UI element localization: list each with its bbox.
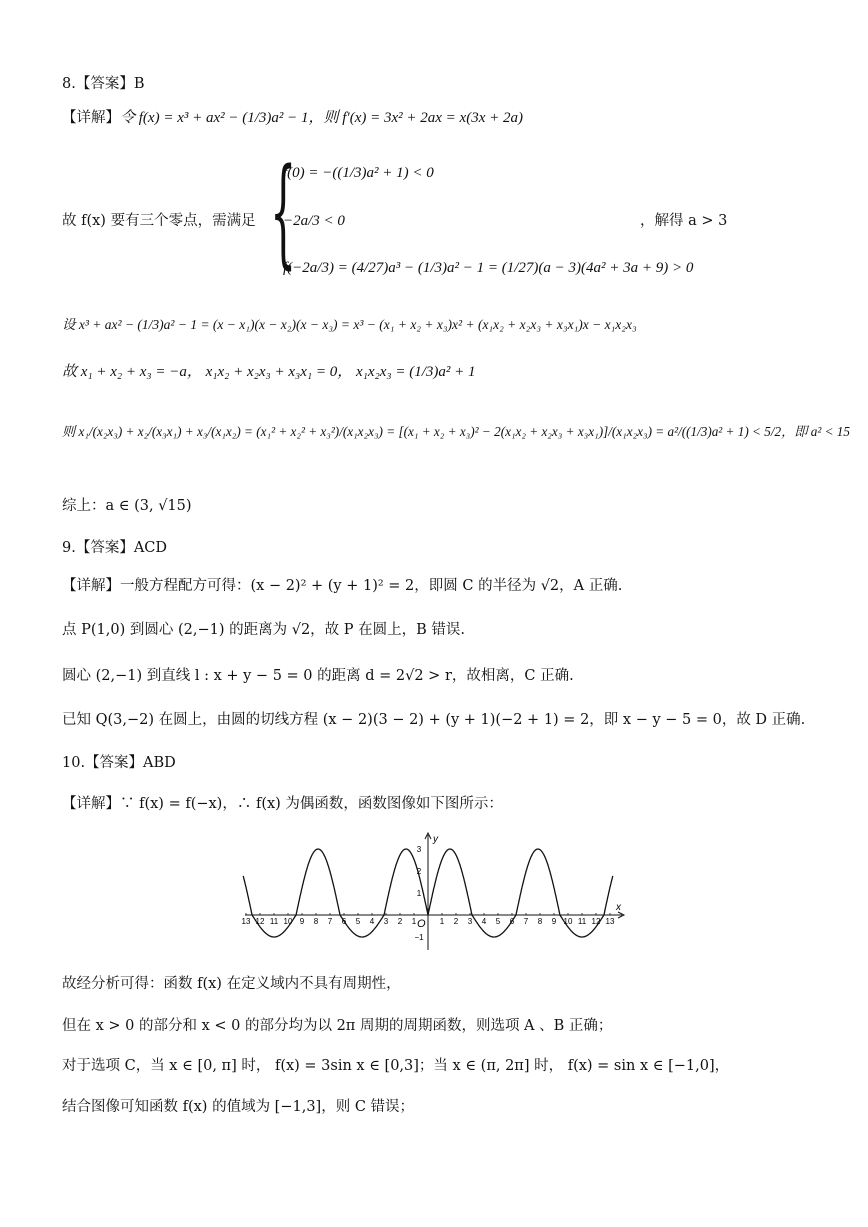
x-tick-label: 7 (523, 917, 529, 926)
x-tick-label: 5 (495, 917, 501, 926)
q8-vieta: 故 x₁ + x₂ + x₃ = −a， x₁x₂ + x₂x₃ + x₃x₁ = 0， x₁x₂x₃ = (1/3)a² + 1 (62, 364, 476, 380)
x-tick-label: 13 (605, 917, 615, 926)
y-tick-label: 2 (416, 867, 422, 876)
x-tick-label: 13 (241, 917, 251, 926)
x-tick-label: 6 (341, 917, 347, 926)
q10-line1: 【详解】∵ f(x) = f(−x)，∴ f(x) 为偶函数，函数图像如下图所示： (62, 796, 503, 812)
x-tick-label: 11 (269, 917, 279, 926)
q8-cond1: f(0) = −((1/3)a² + 1) < 0 (283, 165, 434, 181)
y-tick-label: 1 (416, 889, 422, 898)
q8-answer: 8.【答案】B (62, 76, 145, 92)
q9-line4: 已知 Q(3,−2) 在圆上，由圆的切线方程 (x − 2)(3 − 2) + (y + 1)(−2 + 1) = 2，即 x − y − 5 = 0，故 D 正确. (62, 712, 806, 728)
x-tick-label: 11 (577, 917, 587, 926)
q8-sum: 则 x₁/(x₂x₃) + x₂/(x₃x₁) + x₃/(x₁x₂) = (x₁² + x₂² + x₃²)/(x₁x₂x₃) = [(x₁ + x₂ + x₃)² − 2(x₁x₂ + x₂x₃ + x₃x₁)]/(x₁x₂x₃) = a²/((1/3)a² + 1) < 5/2，即 a² < 15 (62, 424, 850, 439)
x-tick-label: 3 (467, 917, 473, 926)
q8-factor: 设 x³ + ax² − (1/3)a² − 1 = (x − x₁)(x − x₂)(x − x₃) = x³ − (x₁ + x₂ + x₃)x² + (x₁x₂ + x₂x₃ + x₃x₁)x − x₁x₂x₃ (62, 317, 637, 332)
q9-line3: 圆心 (2,−1) 到直线 l : x + y − 5 = 0 的距离 d = 2√2 > r，故相离，C 正确. (62, 668, 574, 684)
q9-line2: 点 P(1,0) 到圆心 (2,−1) 的距离为 √2，故 P 在圆上，B 错误. (62, 622, 466, 638)
x-tick-label: 1 (411, 917, 417, 926)
x-tick-label: 4 (481, 917, 487, 926)
x-axis-label: x (616, 902, 621, 913)
q8-detail-label: 【详解】 (62, 110, 120, 126)
origin-label: O (417, 918, 426, 930)
function-graph (240, 830, 630, 955)
x-tick-label: 5 (355, 917, 361, 926)
q10-line5: 结合图像可知函数 f(x) 的值域为 [−1,3]，则 C 错误； (62, 1099, 415, 1115)
q8-need-prefix: 故 f(x) 要有三个零点，需满足 (62, 213, 256, 229)
q8-cond2: −2a/3 < 0 (283, 213, 345, 229)
y-tick-label: 3 (416, 845, 422, 854)
x-tick-label: 7 (327, 917, 333, 926)
x-tick-label: 10 (563, 917, 573, 926)
q9-line1: 【详解】一般方程配方可得：(x − 2)² + (y + 1)² = 2，即圆 C 的半径为 √2，A 正确. (62, 578, 623, 594)
x-tick-label: 6 (509, 917, 515, 926)
q8-conclusion: 综上：a ∈ (3, √15) (62, 498, 192, 514)
x-tick-label: 12 (255, 917, 265, 926)
x-tick-label: 8 (313, 917, 319, 926)
x-tick-label: 8 (537, 917, 543, 926)
y-axis-label: y (433, 834, 438, 845)
q8-cond3: f(−2a/3) = (4/27)a³ − (1/3)a² − 1 = (1/27)(a − 3)(4a² + 3a + 9) > 0 (283, 260, 694, 276)
x-tick-label: 10 (283, 917, 293, 926)
x-tick-label: 9 (299, 917, 305, 926)
q8-result: ，解得 a > 3 (640, 213, 728, 229)
q8-step1-text: 令 f(x) = x³ + ax² − (1/3)a² − 1，则 f′(x) = 3x² + 2ax = x(3x + 2a) (120, 110, 523, 126)
system-brace: { (270, 142, 297, 280)
q10-line2: 故经分析可得：函数 f(x) 在定义域内不具有周期性， (62, 976, 401, 992)
x-tick-label: 2 (397, 917, 403, 926)
x-tick-label: 12 (591, 917, 601, 926)
x-tick-label: 3 (383, 917, 389, 926)
y-tick-label: −1 (414, 933, 424, 942)
q9-answer: 9.【答案】ACD (62, 540, 168, 556)
q8-step1 (62, 109, 523, 127)
x-tick-label: 1 (439, 917, 445, 926)
q10-answer: 10.【答案】ABD (62, 755, 176, 771)
x-tick-label: 2 (453, 917, 459, 926)
q10-line3: 但在 x > 0 的部分和 x < 0 的部分均为以 2π 周期的周期函数，则选项 A 、B 正确； (62, 1018, 613, 1034)
q10-line4: 对于选项 C，当 x ∈ [0, π] 时， f(x) = 3sin x ∈ [0,3]；当 x ∈ (π, 2π] 时， f(x) = sin x ∈ [−1,0]， (62, 1058, 730, 1074)
x-tick-label: 9 (551, 917, 557, 926)
x-tick-label: 4 (369, 917, 375, 926)
